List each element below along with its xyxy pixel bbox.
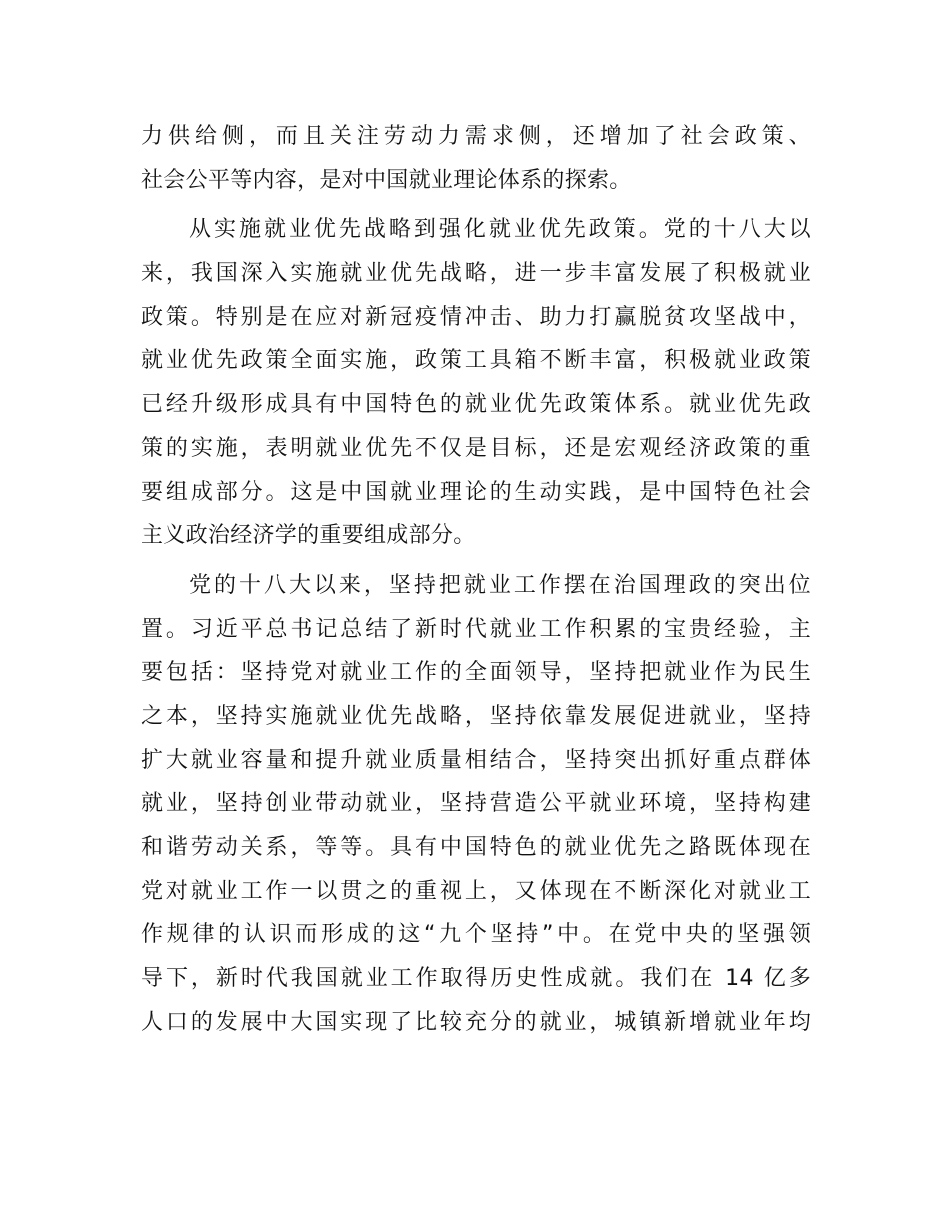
text-line: 政策。特别是在应对新冠疫情冲击、助力打赢脱贫攻坚战中， — [141, 304, 811, 330]
text-line: 之本，坚持实施就业优先战略，坚持依靠发展促进就业，坚持 — [141, 703, 811, 729]
text-line: 人口的发展中大国实现了比较充分的就业，城镇新增就业年均 — [141, 1009, 811, 1035]
text-line: 要组成部分。这是中国就业理论的生动实践，是中国特色社会 — [141, 479, 811, 505]
text-line: 已经升级形成具有中国特色的就业优先政策体系。就业优先政 — [141, 392, 811, 418]
text-line: 要包括：坚持党对就业工作的全面领导，坚持把就业作为民生 — [141, 660, 811, 686]
text-line: 扩大就业容量和提升就业质量相结合，坚持突出抓好重点群体 — [141, 747, 811, 773]
text-line: 党对就业工作一以贯之的重视上，又体现在不断深化对就业工 — [141, 878, 811, 904]
text-line: 社会公平等内容，是对中国就业理论体系的探索。 — [141, 167, 632, 193]
paragraph-1 — [141, 115, 811, 202]
paragraph-3 — [141, 564, 811, 1045]
text-line: 策的实施，表明就业优先不仅是目标，还是宏观经济政策的重 — [141, 435, 811, 461]
text-line: 就业优先政策全面实施，政策工具箱不断丰富，积极就业政策 — [141, 348, 811, 374]
text-line: 党的十八大以来，坚持把就业工作摆在治国理政的突出位 — [189, 572, 811, 598]
text-line: 和谐劳动关系，等等。具有中国特色的就业优先之路既体现在 — [141, 835, 811, 860]
text-line: 作规律的认识而形成的这“九个坚持”中。在党中央的坚强领 — [141, 922, 811, 948]
text-line: 来，我国深入实施就业优先战略，进一步丰富发展了积极就业 — [141, 261, 811, 287]
text-line: 就业，坚持创业带动就业，坚持营造公平就业环境，坚持构建 — [141, 791, 811, 817]
text-line: 导下，新时代我国就业工作取得历史性成就。我们在 14 亿多 — [141, 966, 811, 992]
text-line: 从实施就业优先战略到强化就业优先政策。党的十八大以 — [189, 217, 811, 243]
text-line: 置。习近平总书记总结了新时代就业工作积累的宝贵经验，主 — [141, 616, 811, 642]
text-line: 力供给侧，而且关注劳动力需求侧，还增加了社会政策、 — [141, 124, 811, 149]
paragraph-2 — [141, 208, 811, 558]
text-line: 主义政治经济学的重要组成部分。 — [141, 523, 476, 549]
document-page — [141, 115, 811, 1044]
